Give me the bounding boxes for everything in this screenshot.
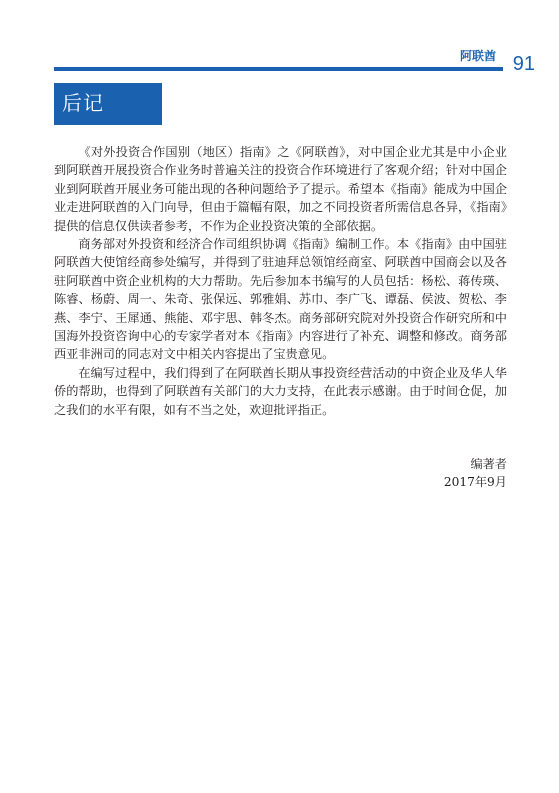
signature-author: 编著者 [470, 457, 507, 471]
paragraph: 《对外投资合作国别（地区）指南》之《阿联酋》，对中国企业尤其是中小企业到阿联酋开展投资合作业务时普遍关注的投资合作环境进行了客观介绍；针对中国企业到阿联酋开展业务可能出现的各种问题给予了提示。希望本《指南》能成为中国企业走进阿联酋的入门向导，但由于篇幅有限，加之不同投资者所需信息各异，《指南》提供的信息仅供读者参考，不作为企业投资决策的全部依据。 [54, 145, 507, 233]
page-number: 91 [512, 53, 535, 75]
paragraph: 在编写过程中，我们得到了在阿联酋长期从事投资经营活动的中资企业及华人华侨的帮助，也得到了阿联酋有关部门的大力支持，在此表示感谢。由于时间仓促，加之我们的水平有限，如有不当之处，欢迎批评指正。 [54, 365, 507, 417]
section-title: 后记 [62, 91, 104, 115]
section-heading-box [54, 83, 162, 125]
header-divider [54, 67, 503, 71]
paragraph: 商务部对外投资和经济合作司组织协调《指南》编制工作。本《指南》由中国驻阿联酋大使馆经商参处编写，并得到了驻迪拜总领馆经商室、阿联酋中国商会以及各驻阿联酋中资企业机构的大力帮助。先后参加本书编写的人员包括：杨松、蒋传瑛、陈睿、杨蔚、周一、朱奇、张保远、郭雅娟、苏巾、李广飞、谭磊、侯波、贺松、李燕、李宁、王犀通、熊能、邓宇思、韩冬杰。商务部研究院对外投资合作研究所和中国海外投资咨询中心的专家学者对本《指南》内容进行了补充、调整和修改。商务部西亚非洲司的同志对文中相关内容提出了宝贵意见。 [54, 237, 507, 362]
signature-date: 2017年9月 [443, 475, 507, 490]
body-text [54, 143, 507, 419]
header-country-name: 阿联酋 [459, 49, 496, 63]
signature-block [444, 455, 507, 492]
